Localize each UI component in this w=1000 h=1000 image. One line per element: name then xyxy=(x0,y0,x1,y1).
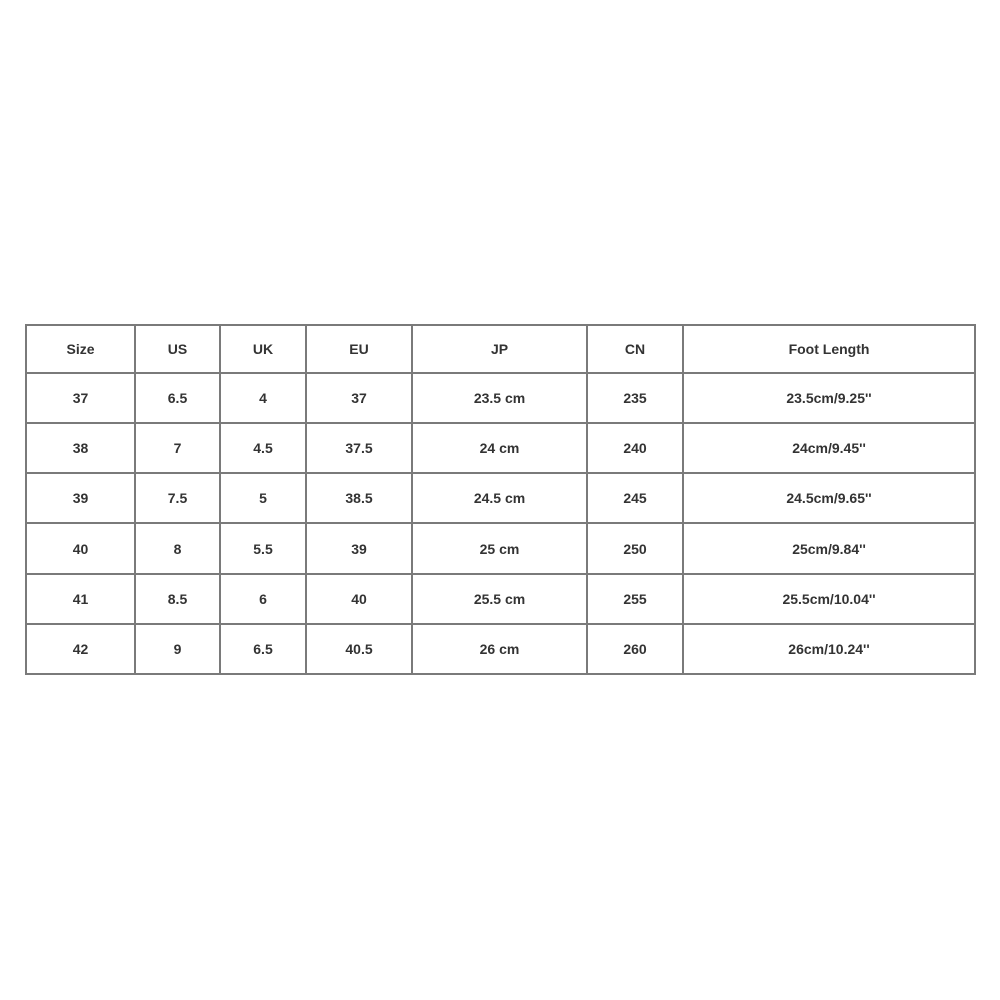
cell-cn: 250 xyxy=(587,523,683,573)
table-row xyxy=(26,574,975,624)
cell-uk: 6 xyxy=(220,574,306,624)
cell-size: 42 xyxy=(26,624,135,674)
header-eu: EU xyxy=(306,325,412,373)
cell-cn: 240 xyxy=(587,423,683,473)
cell-jp: 25.5 cm xyxy=(412,574,587,624)
cell-cn: 255 xyxy=(587,574,683,624)
header-row xyxy=(26,325,975,373)
table-row xyxy=(26,523,975,573)
cell-jp: 26 cm xyxy=(412,624,587,674)
cell-size: 37 xyxy=(26,373,135,423)
cell-cn: 245 xyxy=(587,473,683,523)
cell-size: 40 xyxy=(26,523,135,573)
header-size: Size xyxy=(26,325,135,373)
header-jp: JP xyxy=(412,325,587,373)
cell-jp: 23.5 cm xyxy=(412,373,587,423)
cell-size: 38 xyxy=(26,423,135,473)
cell-cn: 260 xyxy=(587,624,683,674)
cell-eu: 37 xyxy=(306,373,412,423)
cell-jp: 24 cm xyxy=(412,423,587,473)
cell-jp: 24.5 cm xyxy=(412,473,587,523)
table-row xyxy=(26,624,975,674)
cell-foot-length: 26cm/10.24'' xyxy=(683,624,975,674)
cell-eu: 40.5 xyxy=(306,624,412,674)
header-foot-length: Foot Length xyxy=(683,325,975,373)
cell-us: 9 xyxy=(135,624,220,674)
cell-eu: 39 xyxy=(306,523,412,573)
cell-foot-length: 24.5cm/9.65'' xyxy=(683,473,975,523)
table-row xyxy=(26,473,975,523)
cell-eu: 40 xyxy=(306,574,412,624)
cell-foot-length: 23.5cm/9.25'' xyxy=(683,373,975,423)
header-uk: UK xyxy=(220,325,306,373)
cell-uk: 4.5 xyxy=(220,423,306,473)
cell-us: 8.5 xyxy=(135,574,220,624)
cell-size: 39 xyxy=(26,473,135,523)
cell-eu: 37.5 xyxy=(306,423,412,473)
table-row xyxy=(26,423,975,473)
cell-uk: 6.5 xyxy=(220,624,306,674)
cell-jp: 25 cm xyxy=(412,523,587,573)
cell-uk: 5.5 xyxy=(220,523,306,573)
cell-foot-length: 25cm/9.84'' xyxy=(683,523,975,573)
cell-us: 7.5 xyxy=(135,473,220,523)
table-row xyxy=(26,373,975,423)
cell-us: 7 xyxy=(135,423,220,473)
cell-size: 41 xyxy=(26,574,135,624)
cell-uk: 4 xyxy=(220,373,306,423)
header-us: US xyxy=(135,325,220,373)
cell-foot-length: 24cm/9.45'' xyxy=(683,423,975,473)
cell-us: 6.5 xyxy=(135,373,220,423)
cell-us: 8 xyxy=(135,523,220,573)
cell-uk: 5 xyxy=(220,473,306,523)
size-chart-table xyxy=(25,324,976,675)
cell-foot-length: 25.5cm/10.04'' xyxy=(683,574,975,624)
cell-eu: 38.5 xyxy=(306,473,412,523)
cell-cn: 235 xyxy=(587,373,683,423)
header-cn: CN xyxy=(587,325,683,373)
